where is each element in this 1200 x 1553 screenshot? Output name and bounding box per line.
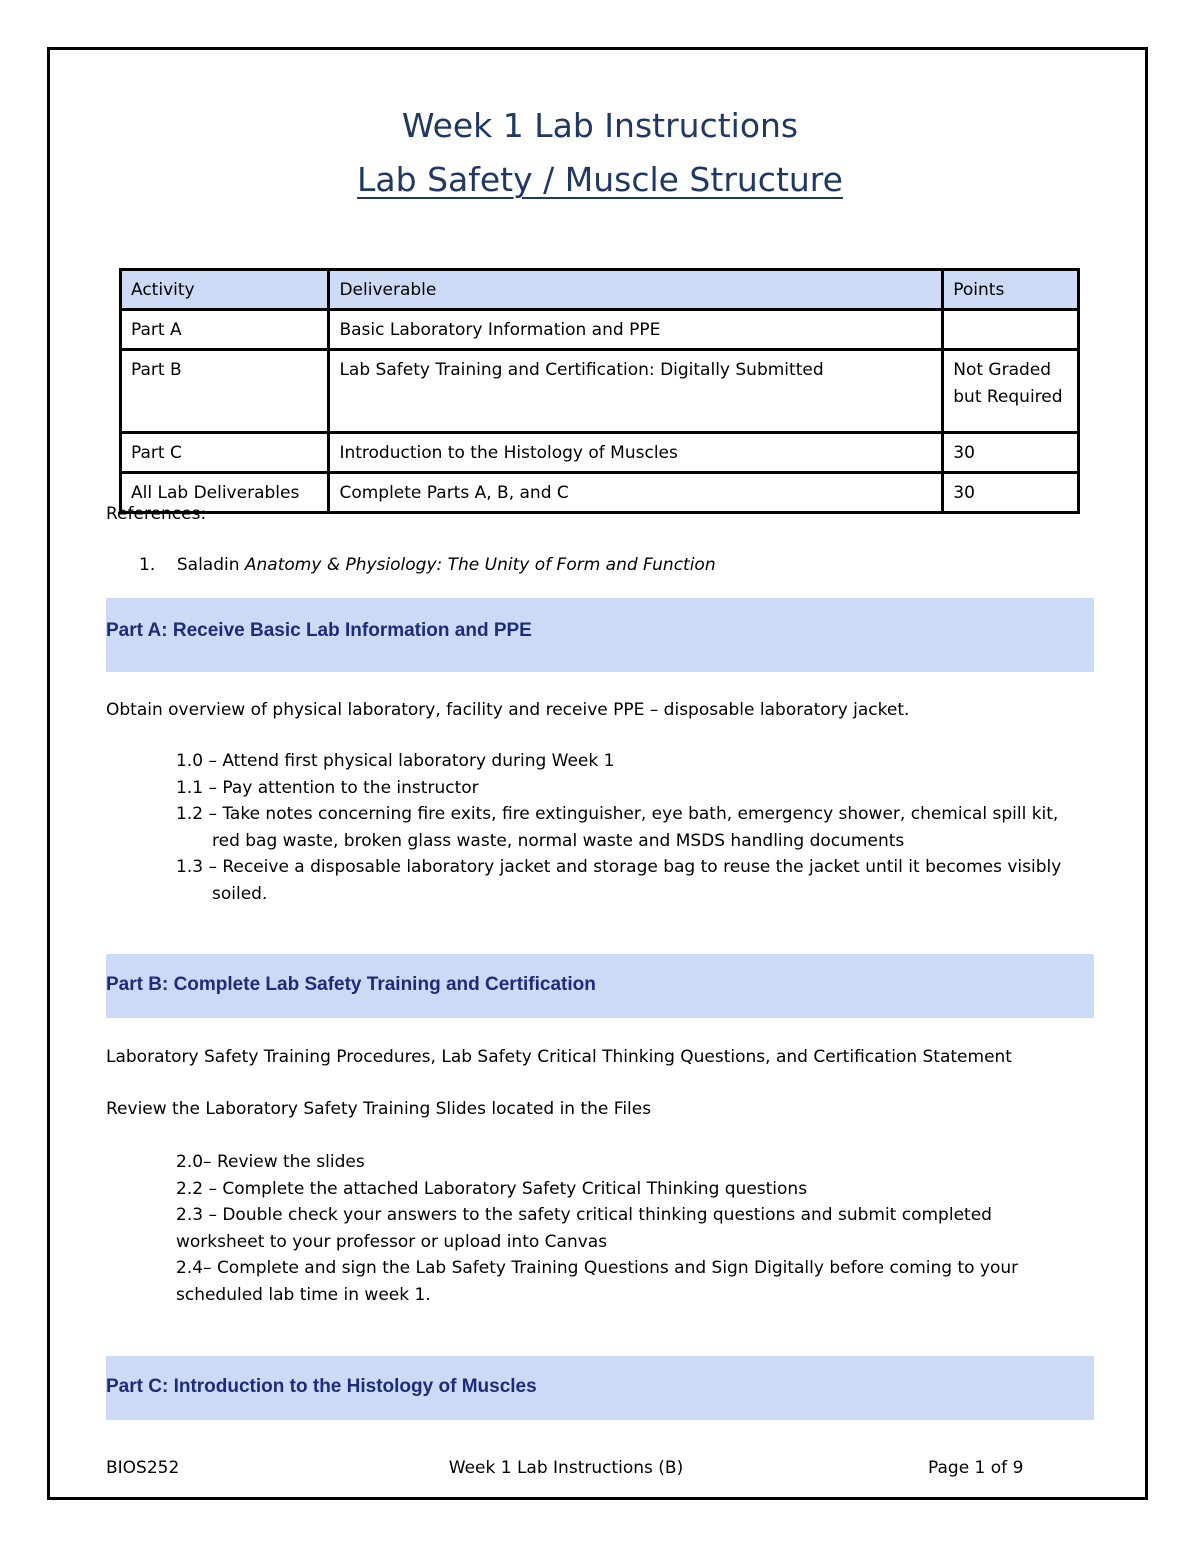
table-row: [121, 473, 1079, 513]
table-row: [121, 310, 1079, 350]
table-cell: Basic Laboratory Information and PPE: [329, 310, 943, 350]
table-row: [121, 433, 1079, 473]
footer-document: Week 1 Lab Instructions (B): [448, 1458, 684, 1478]
table-header-row: [121, 270, 1079, 310]
reference-number: 1.: [139, 555, 156, 575]
section-header-part-b: [106, 954, 1094, 1018]
table-header-cell: Activity: [121, 270, 329, 310]
page-title: Week 1 Lab Instructions: [401, 106, 799, 145]
table-cell: 30: [943, 473, 1079, 513]
section-heading: Part A: Receive Basic Lab Information and PPE: [106, 620, 532, 641]
table-cell: Part B: [121, 350, 329, 433]
step-item: 1.2 – Take notes concerning fire exits, fire extinguisher, eye bath, emergency shower, chemical spill kit, red bag waste, broken glass waste, normal waste and MSDS handling documents: [176, 804, 1059, 851]
step-item: 2.4– Complete and sign the Lab Safety Training Questions and Sign Digitally before coming to your scheduled lab time in week 1.: [176, 1258, 1019, 1305]
step-item: 1.1 – Pay attention to the instructor: [176, 777, 479, 798]
deliverables-table: [119, 268, 1080, 514]
table-header-cell: Points: [943, 270, 1079, 310]
references-label: References:: [106, 504, 207, 524]
step-item: 1.3 – Receive a disposable laboratory jacket and storage bag to reuse the jacket until it becomes visibly soiled.: [176, 857, 1062, 904]
table-header-cell: Deliverable: [329, 270, 943, 310]
table-cell: Introduction to the Histology of Muscles: [329, 433, 943, 473]
footer-page-number: Page 1 of 9: [928, 1458, 1024, 1478]
step-item: 1.0 – Attend first physical laboratory during Week 1: [176, 751, 615, 771]
table-cell: All Lab Deliverables: [121, 473, 329, 513]
table-cell: Not Graded but Required: [943, 350, 1079, 433]
step-item: 2.0– Review the slides: [176, 1152, 365, 1172]
part-b-intro: Laboratory Safety Training Procedures, Lab Safety Critical Thinking Questions, and Certification Statement: [106, 1047, 1012, 1067]
table-cell: [943, 310, 1079, 350]
section-header-part-a: [106, 598, 1094, 672]
page-subtitle: [0, 160, 1200, 199]
table-cell: Lab Safety Training and Certification: Digitally Submitted: [329, 350, 943, 433]
section-heading: Part B: Complete Lab Safety Training and Certification: [106, 974, 596, 995]
table-cell: 30: [943, 433, 1079, 473]
section-heading: Part C: Introduction to the Histology of Muscles: [106, 1376, 537, 1397]
reference-title: Anatomy & Physiology: The Unity of Form and Function: [244, 555, 716, 575]
page-subtitle-text: Lab Safety / Muscle Structure: [357, 160, 843, 199]
reference-author: Saladin: [176, 555, 240, 575]
part-a-steps: [176, 748, 1081, 907]
reference-item: [139, 552, 716, 578]
part-a-intro: Obtain overview of physical laboratory, facility and receive PPE – disposable laboratory jacket.: [106, 700, 910, 720]
step-item: 2.2 – Complete the attached Laboratory Safety Critical Thinking questions: [176, 1178, 808, 1199]
table-cell: Part A: [121, 310, 329, 350]
table-cell: Part C: [121, 433, 329, 473]
table-row: [121, 350, 1079, 433]
part-b-steps: [176, 1149, 1066, 1308]
step-item: 2.3 – Double check your answers to the safety critical thinking questions and submit completed worksheet to your professor or upload into Canvas: [176, 1205, 992, 1252]
footer-course: BIOS252: [106, 1458, 180, 1478]
table-cell: Complete Parts A, B, and C: [329, 473, 943, 513]
section-header-part-c: [106, 1356, 1094, 1420]
part-b-review: Review the Laboratory Safety Training Slides located in the Files: [106, 1099, 652, 1119]
